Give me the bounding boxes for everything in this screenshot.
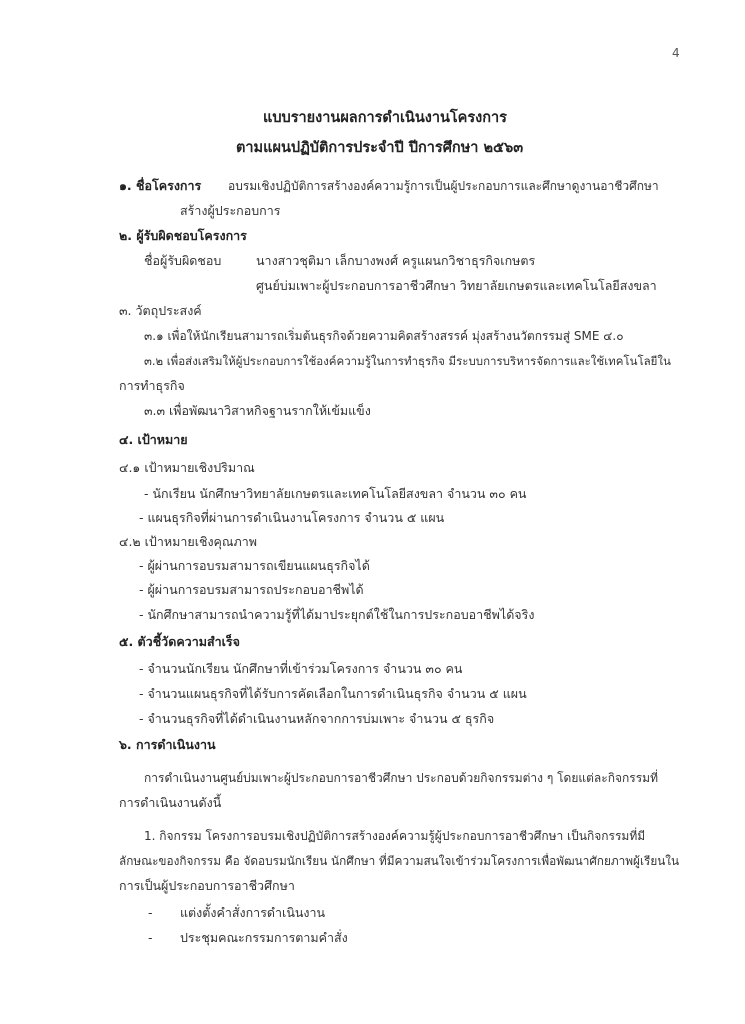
objective-2-cont: การทำธุรกิจ: [119, 378, 185, 393]
objective-2: ๓.๒ เพื่อส่งเสริมให้ผู้ประกอบการใช้องค์ความรู้ในการทำธุรกิจ มีระบบการบริหารจัดการและใช้เทคโนโลยีใน: [144, 354, 671, 368]
indicators-heading: ๕. ตัวชี้วัดความสำเร็จ: [119, 634, 240, 649]
quantitative-item-2: - แผนธุรกิจที่ผ่านการดำเนินงานโครงการ จำนวน ๕ แผน: [139, 510, 445, 525]
qualitative-item-3: - นักศึกษาสามารถนำความรู้ที่ได้มาประยุกต์ใช้ในการประกอบอาชีพได้จริง: [139, 607, 535, 622]
qualitative-heading: ๔.๒ เป้าหมายเชิงคุณภาพ: [119, 534, 258, 549]
operations-heading: ๖. การดำเนินงาน: [119, 737, 216, 752]
qualitative-item-1: - ผู้ผ่านการอบรมสามารถเขียนแผนธุรกิจได้: [139, 558, 370, 573]
bullet-marker: -: [148, 905, 153, 920]
project-name-text-cont: สร้างผู้ประกอบการ: [180, 203, 281, 218]
qualitative-item-2: - ผู้ผ่านการอบรมสามารถประกอบอาชีพได้: [139, 582, 364, 597]
responsible-org: ศูนย์บ่มเพาะผู้ประกอบการอาชีวศึกษา วิทยาลัยเกษตรและเทคโนโลยีสงขลา: [256, 278, 657, 293]
activity-1: 1. กิจกรรม โครงการอบรมเชิงปฏิบัติการสร้างองค์ความรู้ผู้ประกอบการอาชีวศึกษา เป็นกิจกรรมที่มี: [144, 829, 646, 843]
indicator-2: - จำนวนแผนธุรกิจที่ได้รับการคัดเลือกในการดำเนินธุรกิจ จำนวน ๕ แผน: [139, 686, 527, 701]
activity-1-cont-2: การเป็นผู้ประกอบการอาชีวศึกษา: [119, 878, 295, 893]
bullet-marker: -: [148, 930, 153, 945]
activity-step-1: แต่งตั้งคำสั่งการดำเนินงาน: [180, 905, 326, 920]
indicator-1: - จำนวนนักเรียน นักศึกษาที่เข้าร่วมโครงการ จำนวน ๓๐ คน: [139, 661, 463, 676]
page-number: 4: [672, 46, 680, 60]
objective-3: ๓.๓ เพื่อพัฒนาวิสาหกิจฐานรากให้เข้มแข็ง: [144, 403, 371, 418]
responsible-label: ชื่อผู้รับผิดชอบ: [144, 253, 222, 268]
indicator-3: - จำนวนธุรกิจที่ได้ดำเนินงานหลักจากการบ่มเพาะ จำนวน ๕ ธุรกิจ: [139, 711, 495, 726]
objectives-heading: ๓. วัตถุประสงค์: [119, 303, 202, 318]
document-title: แบบรายงานผลการดำเนินงานโครงการ: [263, 110, 507, 126]
operations-paragraph: การดำเนินงานศูนย์บ่มเพาะผู้ประกอบการอาชีวศึกษา ประกอบด้วยกิจกรรมต่าง ๆ โดยแต่ละกิจกรรมที่: [144, 771, 658, 785]
project-name-text: อบรมเชิงปฏิบัติการสร้างองค์ความรู้การเป็นผู้ประกอบการและศึกษาดูงานอาชีวศึกษา: [228, 179, 659, 193]
document-subtitle: ตามแผนปฏิบัติการประจำปี ปีการศึกษา ๒๕๖๓: [236, 140, 524, 156]
quantitative-heading: ๔.๑ เป้าหมายเชิงปริมาณ: [119, 460, 255, 475]
operations-paragraph-cont: การดำเนินงานดังนี้: [119, 795, 222, 810]
quantitative-item-1: - นักเรียน นักศึกษาวิทยาลัยเกษตรและเทคโนโลยีสงขลา จำนวน ๓๐ คน: [144, 486, 527, 501]
targets-heading: ๔. เป้าหมาย: [119, 432, 188, 447]
responsible-name: นางสาวชุติมา เล็กบางพงศ์ ครูแผนกวิชาธุรกิจเกษตร: [256, 253, 536, 268]
project-name-heading: ๑. ชื่อโครงการ: [119, 178, 202, 193]
responsible-heading: ๒. ผู้รับผิดชอบโครงการ: [119, 228, 247, 243]
activity-1-cont: ลักษณะของกิจกรรม คือ จัดอบรมนักเรียน นักศึกษา ที่มีความสนใจเข้าร่วมโครงการเพื่อพัฒนาศักยภาพผู้เรียนใน: [119, 854, 680, 868]
activity-step-2: ประชุมคณะกรรมการตามคำสั่ง: [180, 930, 348, 945]
objective-1: ๓.๑ เพื่อให้นักเรียนสามารถเริ่มต้นธุรกิจด้วยความคิดสร้างสรรค์ มุ่งสร้างนวัตกรรมสู่ SME ๔.๐: [144, 329, 624, 343]
